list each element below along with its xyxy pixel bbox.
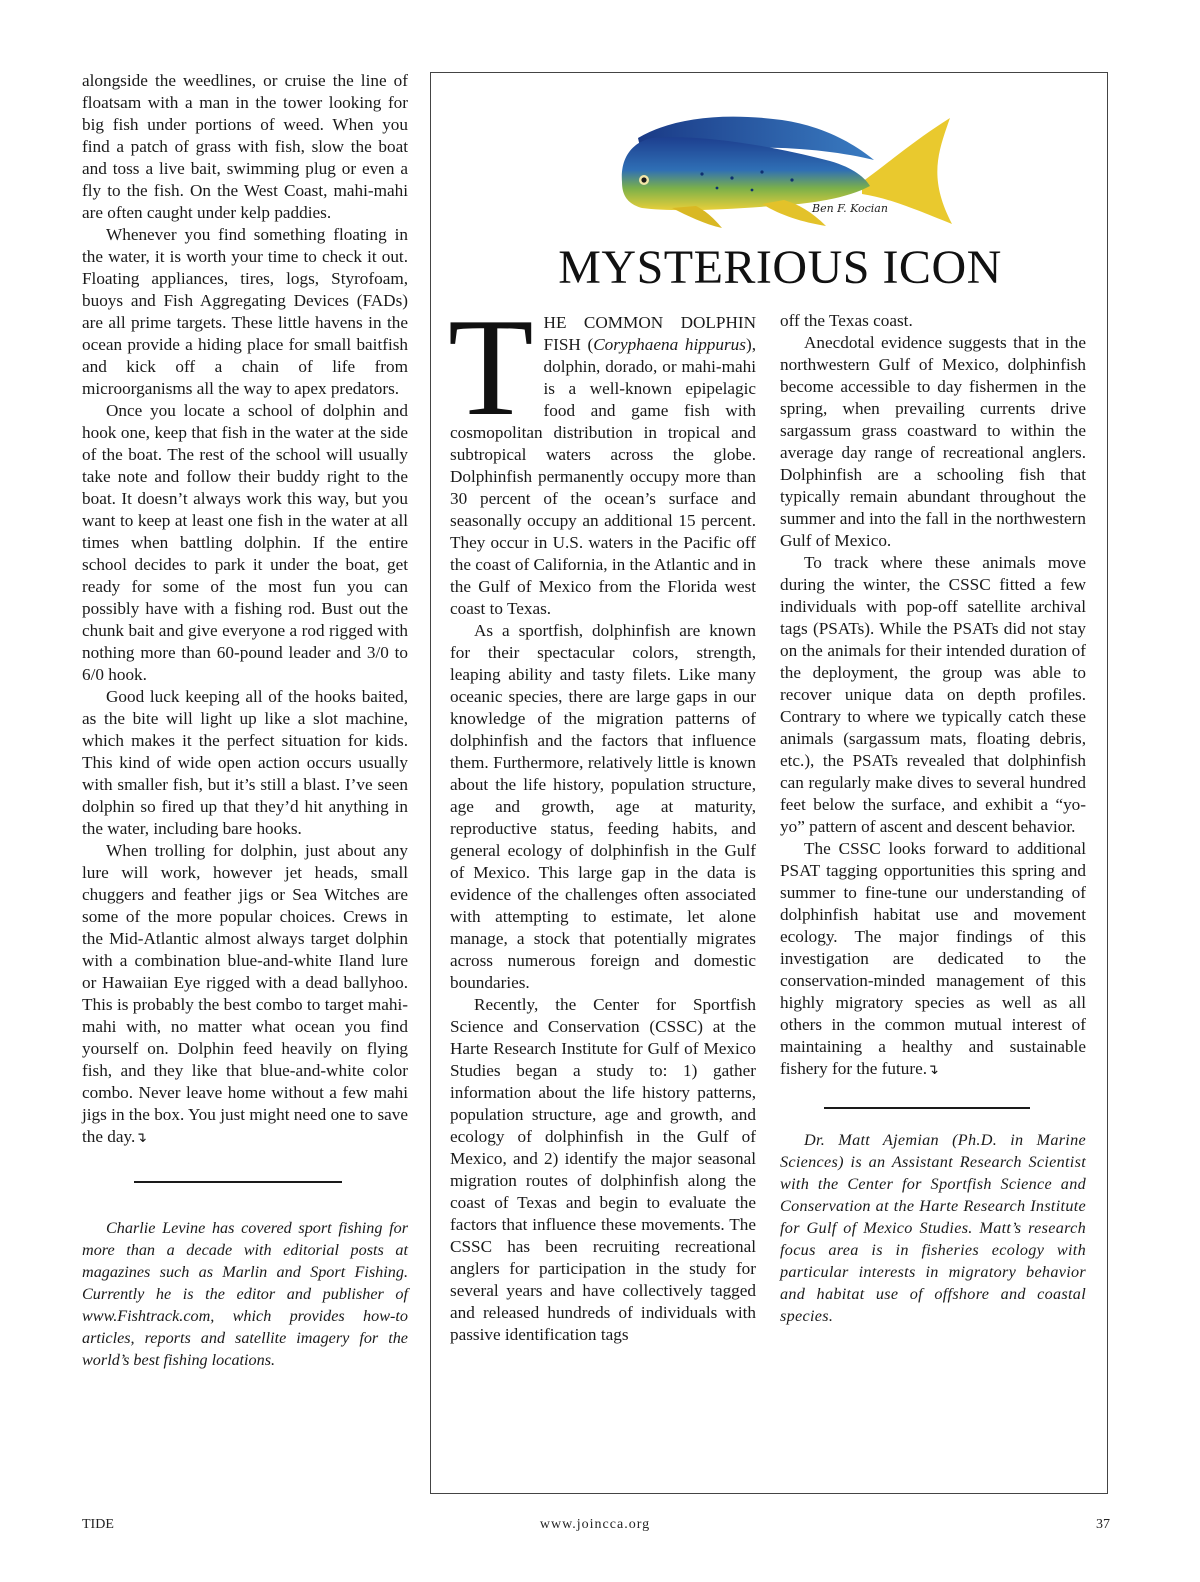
body-paragraph-continuation: off the Texas coast.: [780, 311, 913, 330]
body-paragraph: Good luck keeping all of the hooks baited, as the bite will light up like a slot machine, which makes it the perfect situation for kids. This kind of wide open action occurs usually with smaller fish, but it’s still a blast. I’ve seen dolphin so fired up that they’d hit anything in the water, including bare hooks.: [82, 687, 408, 838]
body-paragraph: Once you locate a school of dolphin and hook one, keep that fish in the water at the side of the boat. The rest of the school will usually take note and follow their buddy right to the boat. It doesn’t always work this way, but you want to keep at least one fish in the water at all times when battling dolphin. If the entire school decides to park it under the boat, get ready for some of the most fun you can possibly have with a fishing rod. Bust out the chunk bait and give everyone a rod rigged with nothing more than 60-pound leader and 3/0 to 6/0 hook.: [82, 401, 408, 684]
lead-text: ), dolphin, dorado, or mahi-mahi is a well-known epipelagic food and game fish with cosmopolitan distribution in tropical and subtropical waters across the globe. Dolphinfish permanently occupy more than 30 percent of the ocean’s surface and seasonally occupy an additional 15 percent. They occur in U.S. waters in the Pacific off the coast of California, in the Atlantic and in the Gulf of Mexico from the Florida west coast to Texas.: [450, 335, 756, 618]
sidebar-title: MYSTERIOUS ICON: [558, 241, 1002, 294]
lead-paragraph: [448, 290, 756, 620]
body-paragraph: As a sportfish, dolphinfish are known for their spectacular colors, strength, leaping ability and tasty filets. Like many oceanic species, there are large gaps in our knowledge of the migration patterns of dolphinfish and the factors that influence them. Furthermore, relatively little is known about the life history, population structure, age and growth, age at maturity, reproductive status, feeding habits, and general ecology of dolphinfish in the Gulf of Mexico. This large gap in the data is evidence of the challenges often associated with attempting to estimate, let alone manage, a stock that potentially migrates across numerous foreign and domestic boundaries.: [450, 621, 756, 992]
body-paragraph: Recently, the Center for Sportfish Science and Conservation (CSSC) at the Harte Research Institute for Gulf of Mexico Studies began a study to: 1) gather information about the life history patterns, population structure, age and growth, and ecology of dolphinfish in the Gulf of Mexico, and 2) identify the major seasonal migration routes of dolphinfish along the coast of Texas and begin to evaluate the factors that influence these movements. The CSSC has been recruiting recreational anglers for participation in the study for several years and have collectively tagged and released hundreds of individuals with passive identification tags: [450, 995, 756, 1344]
body-paragraph: Whenever you find something floating in the water, it is worth your time to check it out. Floating appliances, tires, logs, Styrofoam, buoys and Fish Aggregating Devices (FADs) are all prime targets. These little havens in the ocean provide a hiding place for small baitfish and kick off a chain of life from microorganisms all the way to apex predators.: [82, 225, 408, 398]
mahi-mahi-illustration: [612, 112, 958, 230]
body-paragraph-last: [780, 838, 1086, 1081]
body-paragraph-last: [82, 840, 408, 1149]
footer-publication: TIDE: [82, 1517, 114, 1532]
left-column: [82, 70, 408, 1371]
end-of-article-icon: ↴: [135, 1130, 148, 1146]
body-paragraph: alongside the weedlines, or cruise the line of floatsam with a man in the tower looking for big fish under portions of weed. When you find a patch of grass with fish, slow the boat and toss a live bait, swimming plug or even a fly to the fish. On the West Coast, mahi-mahi are often caught under kelp paddies.: [82, 71, 408, 222]
drop-cap: T: [448, 290, 534, 445]
author-bio: Charlie Levine has covered sport fishing for more than a decade with editorial posts at magazines such as Marlin and Sport Fishing. Currently he is the editor and publisher of www.Fishtrack.com, which provides how-to articles, reports and satellite imagery for the world’s best fishing locations.: [82, 1219, 408, 1369]
body-paragraph: Anecdotal evidence suggests that in the northwestern Gulf of Mexico, dolphinfish become accessible to day fishermen in the spring, when prevailing currents drive sargassum grass coastward to within the average day range of recreational anglers. Dolphinfish are a schooling fish that typically remain abundant throughout the summer and into the fall in the northwestern Gulf of Mexico.: [780, 333, 1086, 550]
footer-website: www.joincca.org: [539, 1517, 651, 1532]
species-name: Coryphaena hippurus: [593, 335, 746, 354]
lead-caps: HE COMMON DOLPHIN FISH: [543, 313, 756, 354]
author-bio: Dr. Matt Ajemian (Ph.D. in Marine Sciences) is an Assistant Research Scientist with the Center for Sportfish Science and Conservation at the Harte Research Institute for Gulf of Mexico Studies. Matt’s research focus area is in fisheries ecology with particular interests in migratory behavior and habitat use of offshore and coastal species.: [780, 1131, 1086, 1325]
end-of-article-icon: ↴: [927, 1062, 939, 1078]
body-paragraph-text: When trolling for dolphin, just about any lure will work, however jet heads, small chuggers and feather jigs or Sea Witches are some of the more popular choices. Crews in the Mid-Atlantic almost always target dolphin with a combination blue-and-white Iland lure or Hawaiian Eye rigged with a dead ballyhoo. This is probably the best combo to target mahi-mahi with, no matter what ocean you find yourself on. Dolphin feed heavily on flying fish, and they like that blue-and-white color combo. Never leave home without a few mahi jigs in the box. You just might need one to save the day.: [82, 841, 408, 1146]
sidebar-right-column: [780, 310, 1086, 1327]
bio-divider: [824, 1107, 1030, 1109]
sidebar-middle-column: [448, 290, 756, 1346]
body-paragraph: To track where these animals move during the winter, the CSSC fitted a few individuals with pop-off satellite archival tags (PSATs). While the PSATs did not stay on the animals for their intended duration of the deployment, the group was able to recover unique data on depth profiles. Contrary to where we typically catch these animals (sargassum mats, floating debris, etc.), the PSATs revealed that dolphinfish can regularly make dives to several hundred feet below the surface, and exhibit a “yo-yo” pattern of ascent and descent behavior.: [780, 553, 1086, 836]
body-paragraph-text: The CSSC looks forward to additional PSAT tagging opportunities this spring and summer to fine-tune our understanding of dolphinfish habitat use and movement ecology. The major findings of this investigation are dedicated to the conservation-minded management of this highly migratory species as well as all others in the common mutual interest of maintaining a healthy and sustainable fishery for the future.: [780, 839, 1086, 1078]
page-number: 37: [1096, 1517, 1110, 1532]
artist-signature: Ben F. Kocian: [812, 202, 888, 215]
lead-open: (: [580, 335, 594, 354]
bio-divider: [134, 1181, 342, 1183]
